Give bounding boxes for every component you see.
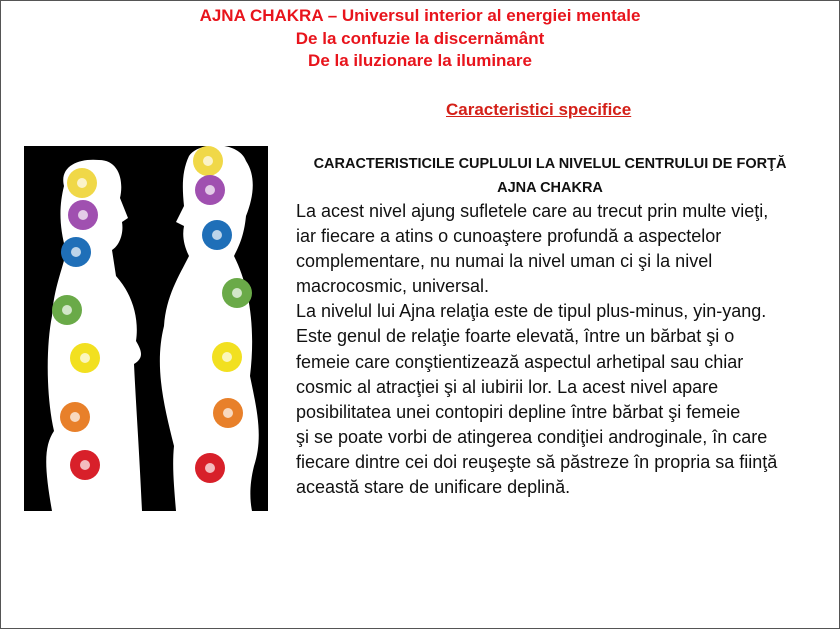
chakra-couple-illustration <box>24 146 268 511</box>
chakra-highlight <box>80 353 90 363</box>
section-heading <box>292 152 808 200</box>
body-text <box>296 199 826 500</box>
chakra-highlight <box>78 210 88 220</box>
heading-line-1: CARACTERISTICILE CUPLULUI LA NIVELUL CENTRULUI DE FORŢĂ <box>313 156 787 172</box>
body-line: această stare de unificare deplină. <box>296 477 571 498</box>
body-line: La acest nivel ajung sufletele care au trecut prin multe vieţi, <box>296 201 769 221</box>
chakra-illustration-svg <box>24 146 268 511</box>
body-line: şi se poate vorbi de atingerea condiţiei androginale, în care <box>296 426 768 447</box>
chakra-highlight <box>71 247 81 257</box>
chakra-highlight <box>80 460 90 470</box>
heading-line-2: AJNA CHAKRA <box>497 180 603 196</box>
body-line: macrocosmic, universal. <box>296 276 490 297</box>
chakra-highlight <box>205 463 215 473</box>
body-line: iar fiecare a atins o cunoaştere profundă a aspectelor <box>296 226 722 247</box>
chakra-highlight <box>212 230 222 240</box>
title-line-1: AJNA CHAKRA – Universul interior al energiei mentale <box>199 6 641 25</box>
body-line: femeie care conştientizează aspectul arhetipal sau chiar <box>296 351 744 372</box>
body-line: fiecare dintre cei doi reuşeşte să păstreze în propria sa fiinţă <box>296 451 778 472</box>
title-line-2: De la confuzie la discernământ <box>295 28 545 48</box>
chakra-highlight <box>70 412 80 422</box>
section-subtitle: Caracteristici specifice <box>446 100 632 119</box>
chakra-highlight <box>203 156 213 166</box>
body-line: posibilitatea unei contopiri depline între bărbat şi femeie <box>296 401 741 422</box>
chakra-highlight <box>62 305 72 315</box>
body-line: La nivelul lui Ajna relaţia este de tipul plus-minus, yin-yang. <box>296 301 767 322</box>
chakra-highlight <box>223 408 233 418</box>
body-line: cosmic al atracţiei şi al iubirii lor. La acest nivel apare <box>296 376 719 397</box>
chakra-highlight <box>232 288 242 298</box>
body-line: Este genul de relaţie foarte elevată, între un bărbat şi o <box>296 326 735 347</box>
chakra-highlight <box>205 185 215 195</box>
chakra-highlight <box>222 352 232 362</box>
slide-title <box>0 5 840 73</box>
title-line-3: De la iluzionare la iluminare <box>308 51 532 70</box>
body-line: complementare, nu numai la nivel uman ci şi la nivel <box>296 251 713 272</box>
chakra-highlight <box>77 178 87 188</box>
